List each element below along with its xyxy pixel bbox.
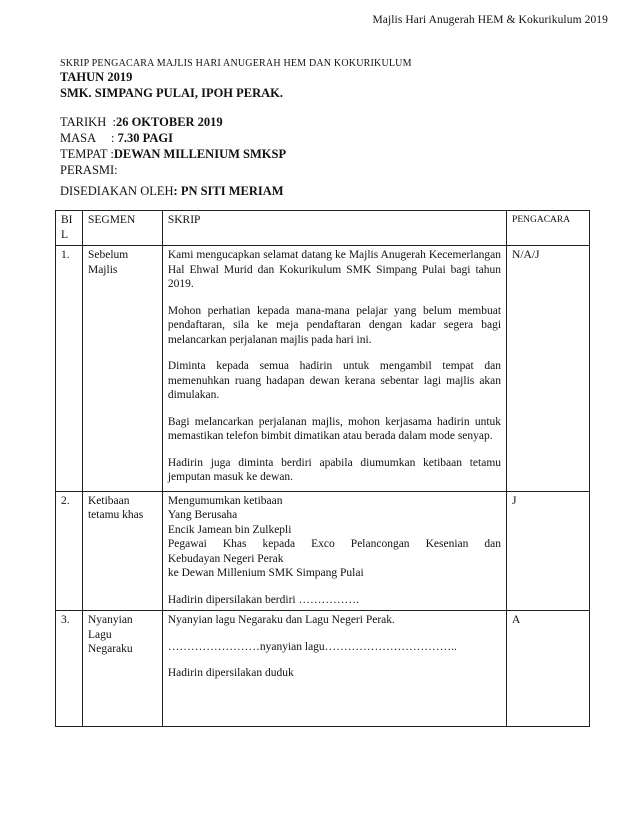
script-line: Encik Jamean bin Zulkepli [167,523,292,536]
script-line: ……………………nyanyian lagu…………………………….. [167,640,457,653]
script-paragraph: Diminta kepada semua hadirin untuk mengambil tempat dan memenuhkan ruang hadapan dewan kerana sebentar lagi majlis akan dimulakan. [167,360,502,401]
time-value: 7.30 PAGI [117,131,173,145]
prepared-by-label: DISEDIAKAN OLEH [60,184,174,198]
row-mc: J [507,491,590,611]
venue-row [60,146,286,162]
script-paragraph: Kami mengucapkan selamat datang ke Majlis Anugerah Kecemerlangan Hal Ehwal Murid dan Kokurikulum SMK Simpang Pulai bagi tahun 2019. [167,249,502,290]
page-header: Majlis Hari Anugerah HEM & Kokurikulum 2019 [372,14,608,26]
script-table [55,210,590,727]
date-label: TARIKH : [60,115,116,129]
header-skrip: SKRIP [162,211,506,246]
venue-label: TEMPAT : [60,147,114,161]
table-row [56,611,590,727]
row-segment: Ketibaan tetamu khas [82,491,162,611]
prepared-by-value: : PN SITI MERIAM [173,184,284,198]
row-script [162,491,506,611]
school-name: SMK. SIMPANG PULAI, IPOH PERAK. [60,86,284,100]
document-title: SKRIP PENGACARA MAJLIS HARI ANUGERAH HEM DAN KOKURIKULUM [60,58,412,69]
time-label: MASA : [60,131,118,145]
script-line: Nyanyian lagu Negaraku dan Lagu Negeri Perak. [167,614,395,626]
event-info [60,114,286,178]
script-paragraph: Bagi melancarkan perjalanan majlis, mohon kerjasama hadirin untuk memastikan telefon bimbit dimatikan atau berada dalam mode senyap. [167,415,502,442]
row-segment: Sebelum Majlis [82,246,162,492]
officiator-row [60,162,286,178]
header-bil: BI L [56,211,83,246]
table-header-row [56,211,590,246]
prepared-by [60,184,284,199]
row-number: 2. [56,491,83,611]
date-row [60,114,286,130]
date-value: 26 OKTOBER 2019 [115,115,223,129]
script-line: Mengumumkan ketibaan [167,494,283,507]
row-script [162,246,506,492]
script-line: Kebudayan Negeri Perak [167,552,284,565]
table-row [56,491,590,611]
venue-value: DEWAN MILLENIUM SMKSP [113,147,287,161]
script-line: ke Dewan Millenium SMK Simpang Pulai [167,567,364,579]
header-pengacara: PENGACARA [507,211,590,246]
time-row [60,130,286,146]
officiator-label: PERASMI: [60,163,118,177]
script-paragraph: Mohon perhatian kepada mana-mana pelajar yang belum membuat pendaftaran, sila ke meja pendaftaran dengan kadar segera bagi melancarkan perjalanan majlis pada hari ini. [167,304,502,346]
script-line: Yang Berusaha [167,509,238,521]
spacer [168,654,501,666]
row-mc: N/A/J [507,246,590,492]
row-number: 3. [56,611,83,727]
spacer [168,628,501,640]
script-paragraph: Hadirin juga diminta berdiri apabila diumumkan ketibaan tetamu jemputan masuk ke dewan. [167,456,502,483]
row-mc: A [507,611,590,727]
header-segmen: SEGMEN [82,211,162,246]
table-row [56,246,590,492]
row-number: 1. [56,246,83,492]
script-line: Pegawai Khas kepada Exco Pelancongan Kesenian dan [167,538,502,550]
spacer [168,581,501,593]
script-line: Hadirin dipersilakan duduk [167,667,294,679]
document-year: TAHUN 2019 [60,70,133,84]
row-script [162,611,506,727]
script-line: Hadirin dipersilakan berdiri ……………. [167,593,359,606]
row-segment: Nyanyian Lagu Negaraku [82,611,162,727]
title-block [60,58,600,101]
